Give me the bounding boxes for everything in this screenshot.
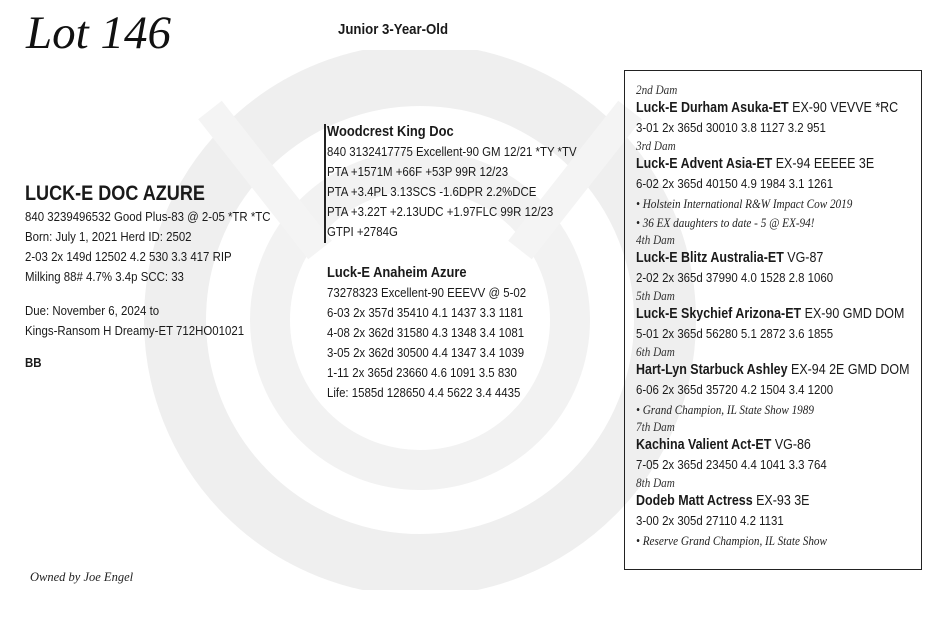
ancestor-classification: EX-90 VEVVE *RC bbox=[792, 100, 899, 116]
born-line: Born: July 1, 2021 Herd ID: 2502 bbox=[25, 229, 192, 244]
ancestor-line bbox=[636, 360, 909, 380]
ancestor-name: Luck-E Durham Asuka-ET bbox=[636, 100, 789, 116]
ancestor-classification: VG-86 bbox=[774, 437, 811, 453]
due-line: Due: November 6, 2024 to bbox=[25, 303, 160, 318]
dam-line: 4-08 2x 362d 31580 4.3 1348 3.4 1081 bbox=[327, 325, 525, 340]
generation-label: 5th Dam bbox=[636, 288, 675, 303]
generation-label: 8th Dam bbox=[636, 475, 675, 490]
dam-line: 6-03 2x 357d 35410 4.1 1437 3.3 1181 bbox=[327, 305, 524, 320]
dam-block bbox=[327, 262, 559, 403]
ancestor-line bbox=[636, 435, 909, 455]
ancestor-classification: EX-90 GMD DOM bbox=[804, 306, 905, 322]
ancestor-name: Hart-Lyn Starbuck Ashley bbox=[636, 362, 788, 378]
sire-line: PTA +3.22T +2.13UDC +1.97FLC 99R 12/23 bbox=[327, 204, 554, 219]
ancestor-classification: EX-94 EEEEE 3E bbox=[775, 156, 875, 172]
main-animal-block bbox=[25, 181, 311, 373]
sire-block bbox=[327, 121, 617, 242]
dam-line: Life: 1585d 128650 4.4 5622 3.4 4435 bbox=[327, 385, 521, 400]
ancestor-note: • Grand Champion, IL State Show 1989 bbox=[636, 402, 814, 417]
ancestor-record: 6-06 2x 365d 35720 4.2 1504 3.4 1200 bbox=[636, 382, 834, 397]
ancestor-record: 3-00 2x 305d 27110 4.2 1131 bbox=[636, 513, 784, 528]
ancestor-name: Kachina Valient Act-ET bbox=[636, 437, 772, 453]
sire-line: PTA +3.4PL 3.13SCS -1.6DPR 2.2%DCE bbox=[327, 184, 537, 199]
ancestor-note: • Holstein International R&W Impact Cow 2019 bbox=[636, 196, 853, 211]
ancestor-note: • Reserve Grand Champion, IL State Show bbox=[636, 533, 827, 548]
ancestor-classification: VG-87 bbox=[787, 250, 824, 266]
ancestor-name: Luck-E Advent Asia-ET bbox=[636, 156, 773, 172]
registration-line: 840 3239496532 Good Plus-83 @ 2-05 *TR *TC bbox=[25, 209, 271, 224]
sire-divider bbox=[324, 124, 326, 243]
ancestor-note: • 36 EX daughters to date - 5 @ EX-94! bbox=[636, 215, 815, 230]
ancestor-line bbox=[636, 304, 909, 324]
ancestor-name: Dodeb Matt Actress bbox=[636, 493, 753, 509]
ancestor-classification: EX-93 3E bbox=[756, 493, 810, 509]
ancestor-name: Luck-E Skychief Arizona-ET bbox=[636, 306, 802, 322]
sire-line: PTA +1571M +66F +53P 99R 12/23 bbox=[327, 164, 509, 179]
milking-line: Milking 88# 4.7% 3.4p SCC: 33 bbox=[25, 269, 184, 284]
ancestor-line bbox=[636, 248, 909, 268]
ancestor-record: 7-05 2x 365d 23450 4.4 1041 3.3 764 bbox=[636, 457, 827, 472]
animal-name: LUCK-E DOC AZURE bbox=[25, 182, 205, 205]
generation-label: 4th Dam bbox=[636, 232, 675, 247]
ancestor-record: 2-02 2x 365d 37990 4.0 1528 2.8 1060 bbox=[636, 270, 834, 285]
dam-line: 1-11 2x 365d 23660 4.6 1091 3.5 830 bbox=[327, 365, 517, 380]
generation-label: 2nd Dam bbox=[636, 82, 678, 97]
ancestor-record: 6-02 2x 365d 40150 4.9 1984 3.1 1261 bbox=[636, 176, 834, 191]
generation-label: 3rd Dam bbox=[636, 138, 676, 153]
pedigree-list bbox=[636, 82, 934, 550]
sire-line: 840 3132417775 Excellent-90 GM 12/21 *TY *TV bbox=[327, 144, 577, 159]
dam-line: 3-05 2x 362d 30500 4.4 1347 3.4 1039 bbox=[327, 345, 525, 360]
dam-name: Luck-E Anaheim Azure bbox=[327, 264, 467, 281]
generation-label: 6th Dam bbox=[636, 344, 675, 359]
ancestor-line bbox=[636, 98, 909, 118]
record-line: 2-03 2x 149d 12502 4.2 530 3.3 417 RIP bbox=[25, 249, 232, 264]
sire-line: GTPI +2784G bbox=[327, 224, 398, 239]
ancestor-line bbox=[636, 491, 909, 511]
owner-credit: Owned by Joe Engel bbox=[30, 570, 134, 584]
sire-name: Woodcrest King Doc bbox=[327, 123, 454, 140]
ancestor-line bbox=[636, 154, 909, 174]
haplotype-code: BB bbox=[25, 355, 42, 370]
lot-number: Lot 146 bbox=[26, 7, 171, 59]
class-label: Junior 3-Year-Old bbox=[338, 21, 449, 38]
service-sire-line: Kings-Ransom H Dreamy-ET 712HO01021 bbox=[25, 323, 245, 338]
pedigree-box bbox=[624, 70, 922, 570]
ancestor-classification: EX-94 2E GMD DOM bbox=[791, 362, 910, 378]
ancestor-record: 5-01 2x 365d 56280 5.1 2872 3.6 1855 bbox=[636, 326, 834, 341]
ancestor-name: Luck-E Blitz Australia-ET bbox=[636, 250, 784, 266]
dam-line: 73278323 Excellent-90 EEEVV @ 5-02 bbox=[327, 285, 527, 300]
generation-label: 7th Dam bbox=[636, 419, 675, 434]
ancestor-record: 3-01 2x 365d 30010 3.8 1127 3.2 951 bbox=[636, 120, 826, 135]
